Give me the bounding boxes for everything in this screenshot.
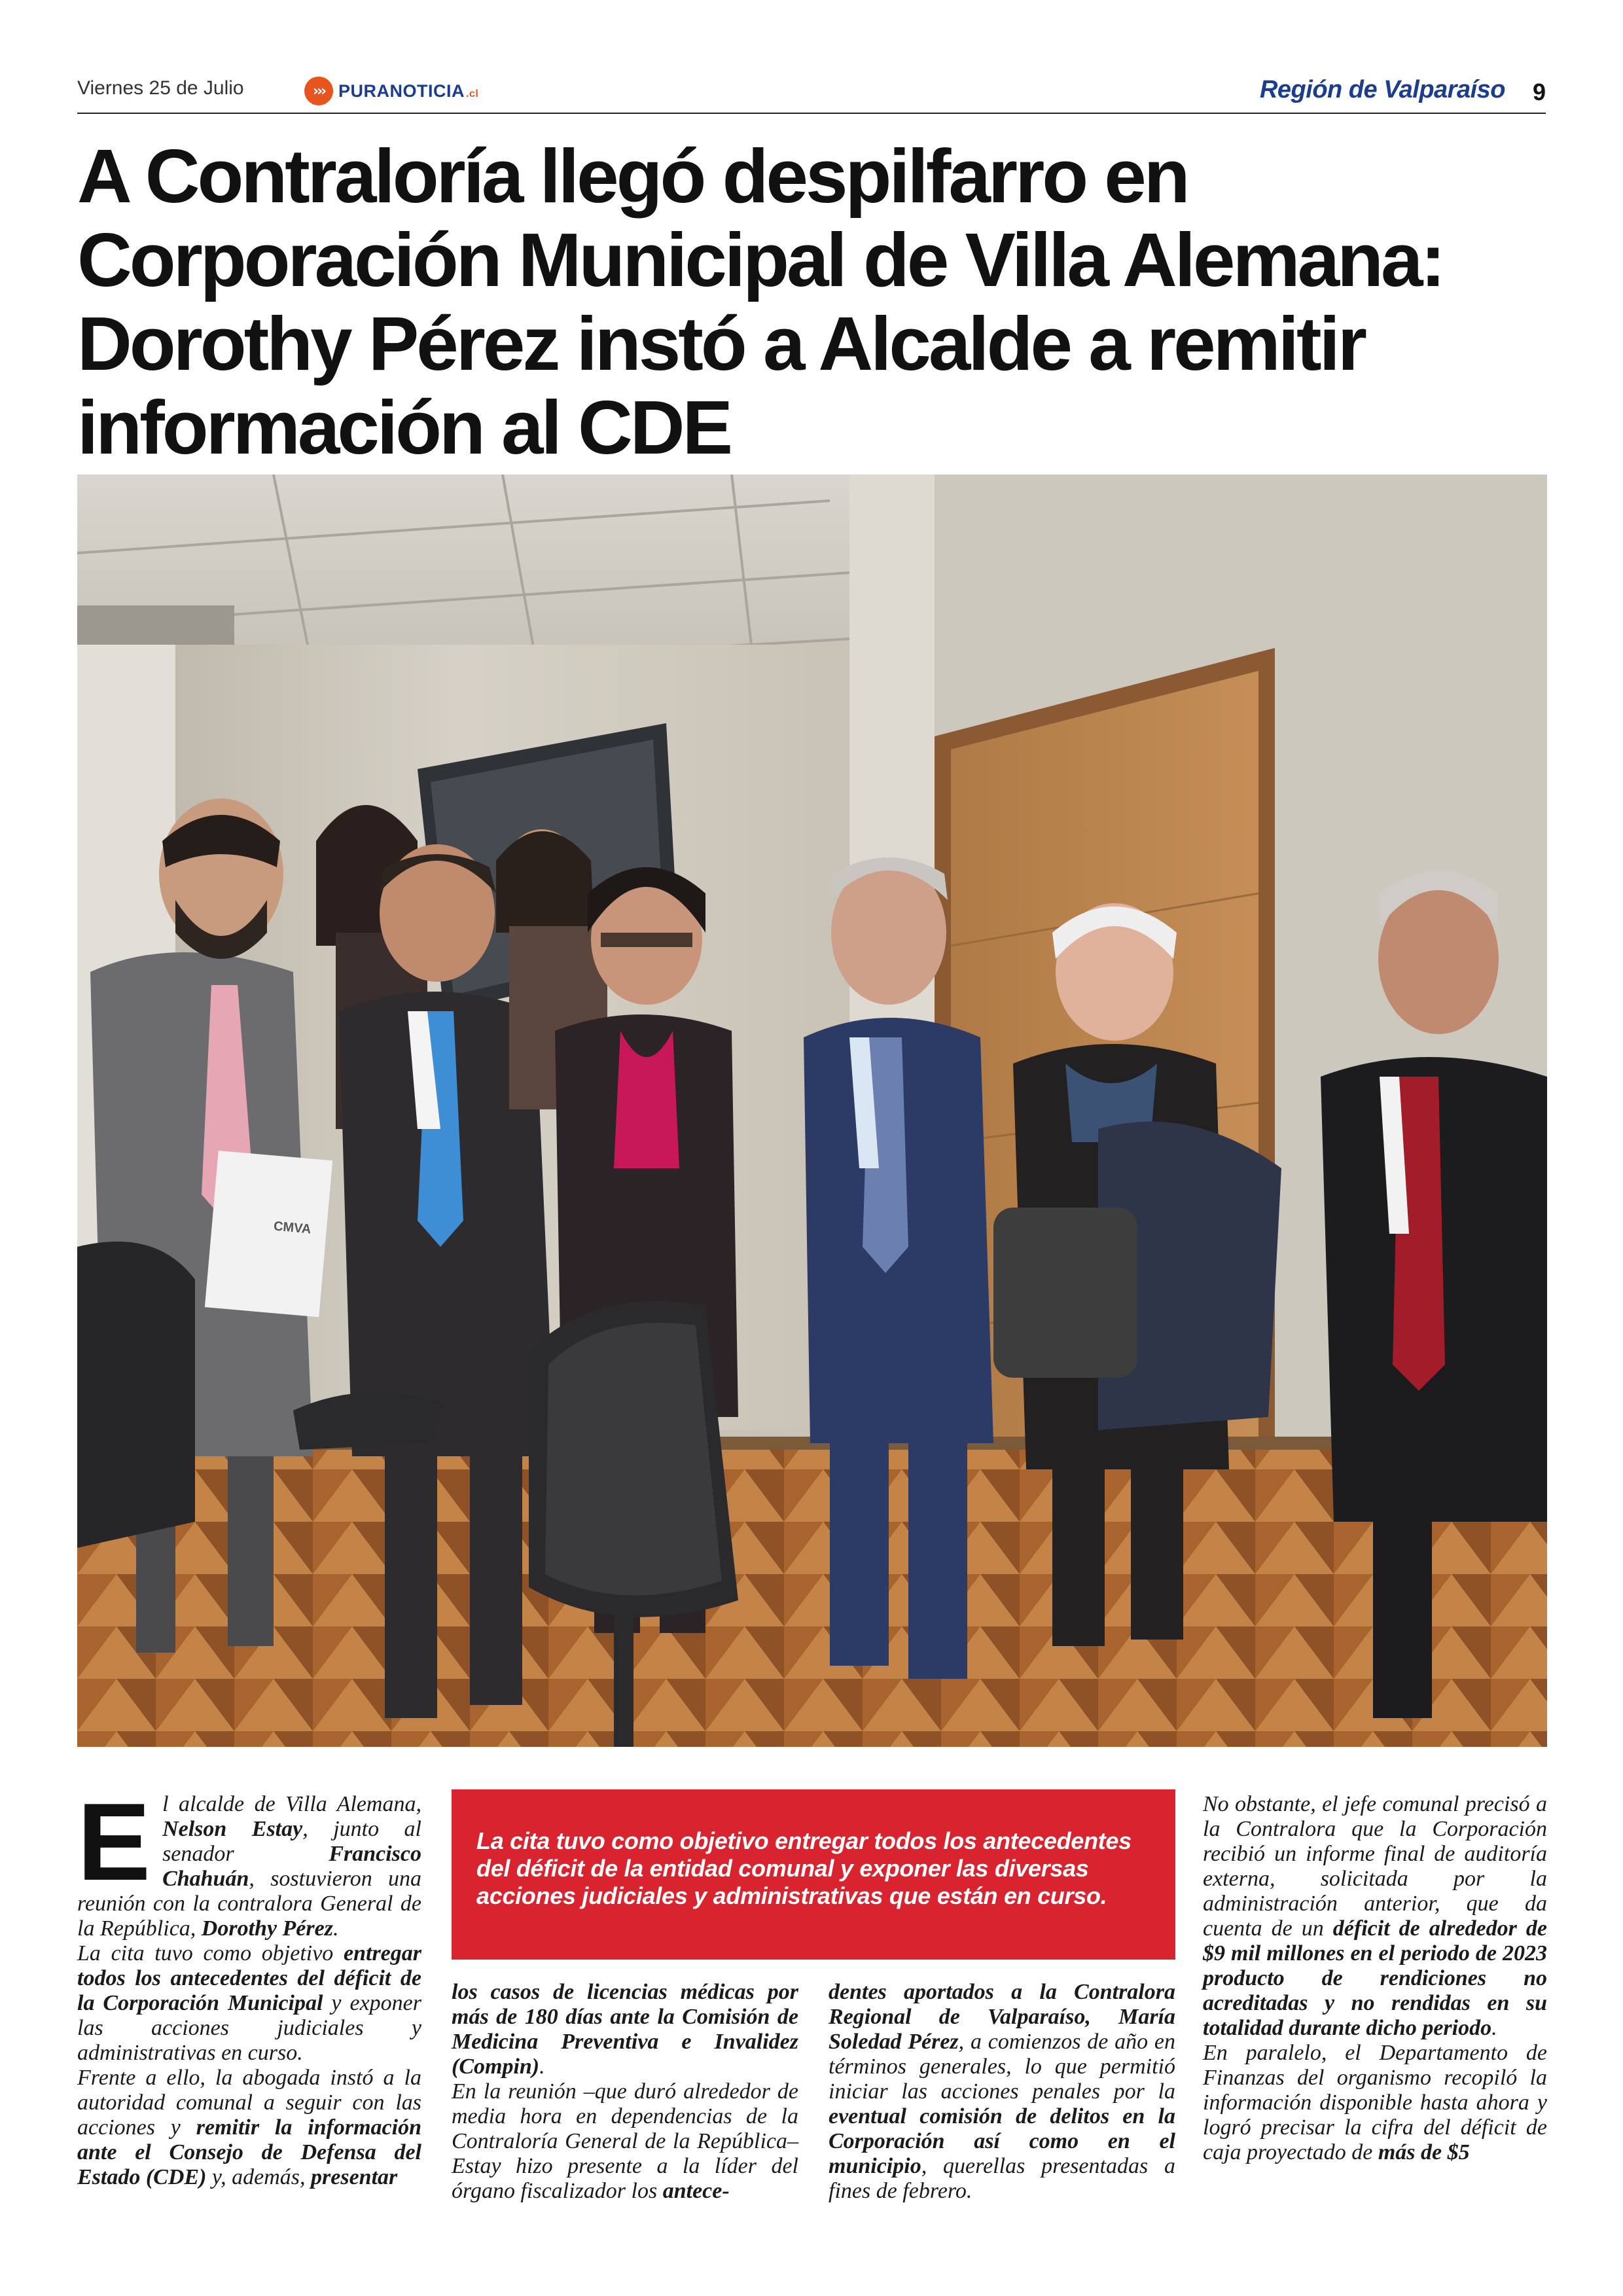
logo-text: PURANOTICIA (338, 81, 465, 101)
left-chair (77, 1242, 195, 1548)
pull-quote-text: La cita tuvo como objetivo entregar todos los antecedentes del déficit de la entidad comunal y exponer las diversas acciones judiciales y administrativas que están en curso. (476, 1827, 1132, 1909)
section-title: Región de Valparaíso (1259, 76, 1505, 103)
parquet-floor (77, 1443, 1547, 1747)
paragraph: No obstante, el jefe comunal precisó a la Contralora que la Corporación recibió un informe final de auditoría externa, solicitada por la administración anterior, que da cuenta de un déficit de alrededor de $9 mil millones en el periodo de 2023 producto de rendiciones no acreditadas y no rendidas en su totalidad durante dicho periodo. (1203, 1792, 1547, 2040)
pull-quote (452, 1789, 1175, 1960)
logo-arrows-icon: ››› (304, 77, 333, 105)
article-column-1 (77, 1780, 422, 2190)
paragraph: La cita tuvo como objetivo entregar todos los antecedentes del déficit de la Corporación Municipal y exponer las acciones judiciales y administrativas en curso. (77, 1941, 421, 2065)
article-column-4 (1203, 1792, 1547, 2165)
drop-cap: E (77, 1780, 151, 1903)
logo-suffix: .cl (466, 88, 479, 99)
group-photo-illustration (77, 475, 1547, 1747)
article-column-3 (829, 1980, 1175, 2204)
page-number: 9 (1532, 79, 1546, 105)
article-photo (77, 475, 1547, 1747)
paragraph: Frente a ello, la abogada instó a la autoridad comunal a seguir con las acciones y remitir la información ante el Consejo de Defensa del Estado (CDE) y, además, presentar (77, 2066, 422, 2189)
document-label: CMVA (273, 1219, 312, 1237)
publication-logo (304, 76, 478, 106)
paragraph: l alcalde de Villa Alemana, Nelson Estay, junto al senador Francisco Chahuán, sostuvieron una reunión con la contralora General de la República, Dorothy Pérez. (77, 1792, 421, 1941)
page-date: Viernes 25 de Julio (77, 77, 244, 99)
paragraph: En paralelo, el Departamento de Finanzas del organismo recopiló la información disponible hasta ahora y logró precisar la cifra del déficit de caja proyectado de más de $5 (1203, 2041, 1547, 2164)
headline: A Contraloría llegó despilfarro en Corporación Municipal de Villa Alemana: Dorothy Pérez instó a Alcalde a remitir información al CDE (77, 134, 1444, 470)
article-column-2 (452, 1980, 798, 2204)
paragraph: dentes aportados a la Contralora Regional de Valparaíso, María Soledad Pérez, a comienzos de año en términos generales, lo que permitió iniciar las acciones penales por la eventual comisión de delitos en la Corporación así como en el municipio, querellas presentadas a fines de febrero. (829, 1980, 1176, 2203)
ceiling-vent (77, 605, 234, 645)
header-rule (77, 113, 1546, 114)
paragraph: los casos de licencias médicas por más de 180 días ante la Comisión de Medicina Preventiva e Invalidez (Compin). (452, 1980, 798, 2079)
paragraph: En la reunión –que duró alrededor de media hora en dependencias de la Contraloría General de la República– Estay hizo presente a la líder del órgano fiscalizador los antece- (452, 2079, 798, 2203)
